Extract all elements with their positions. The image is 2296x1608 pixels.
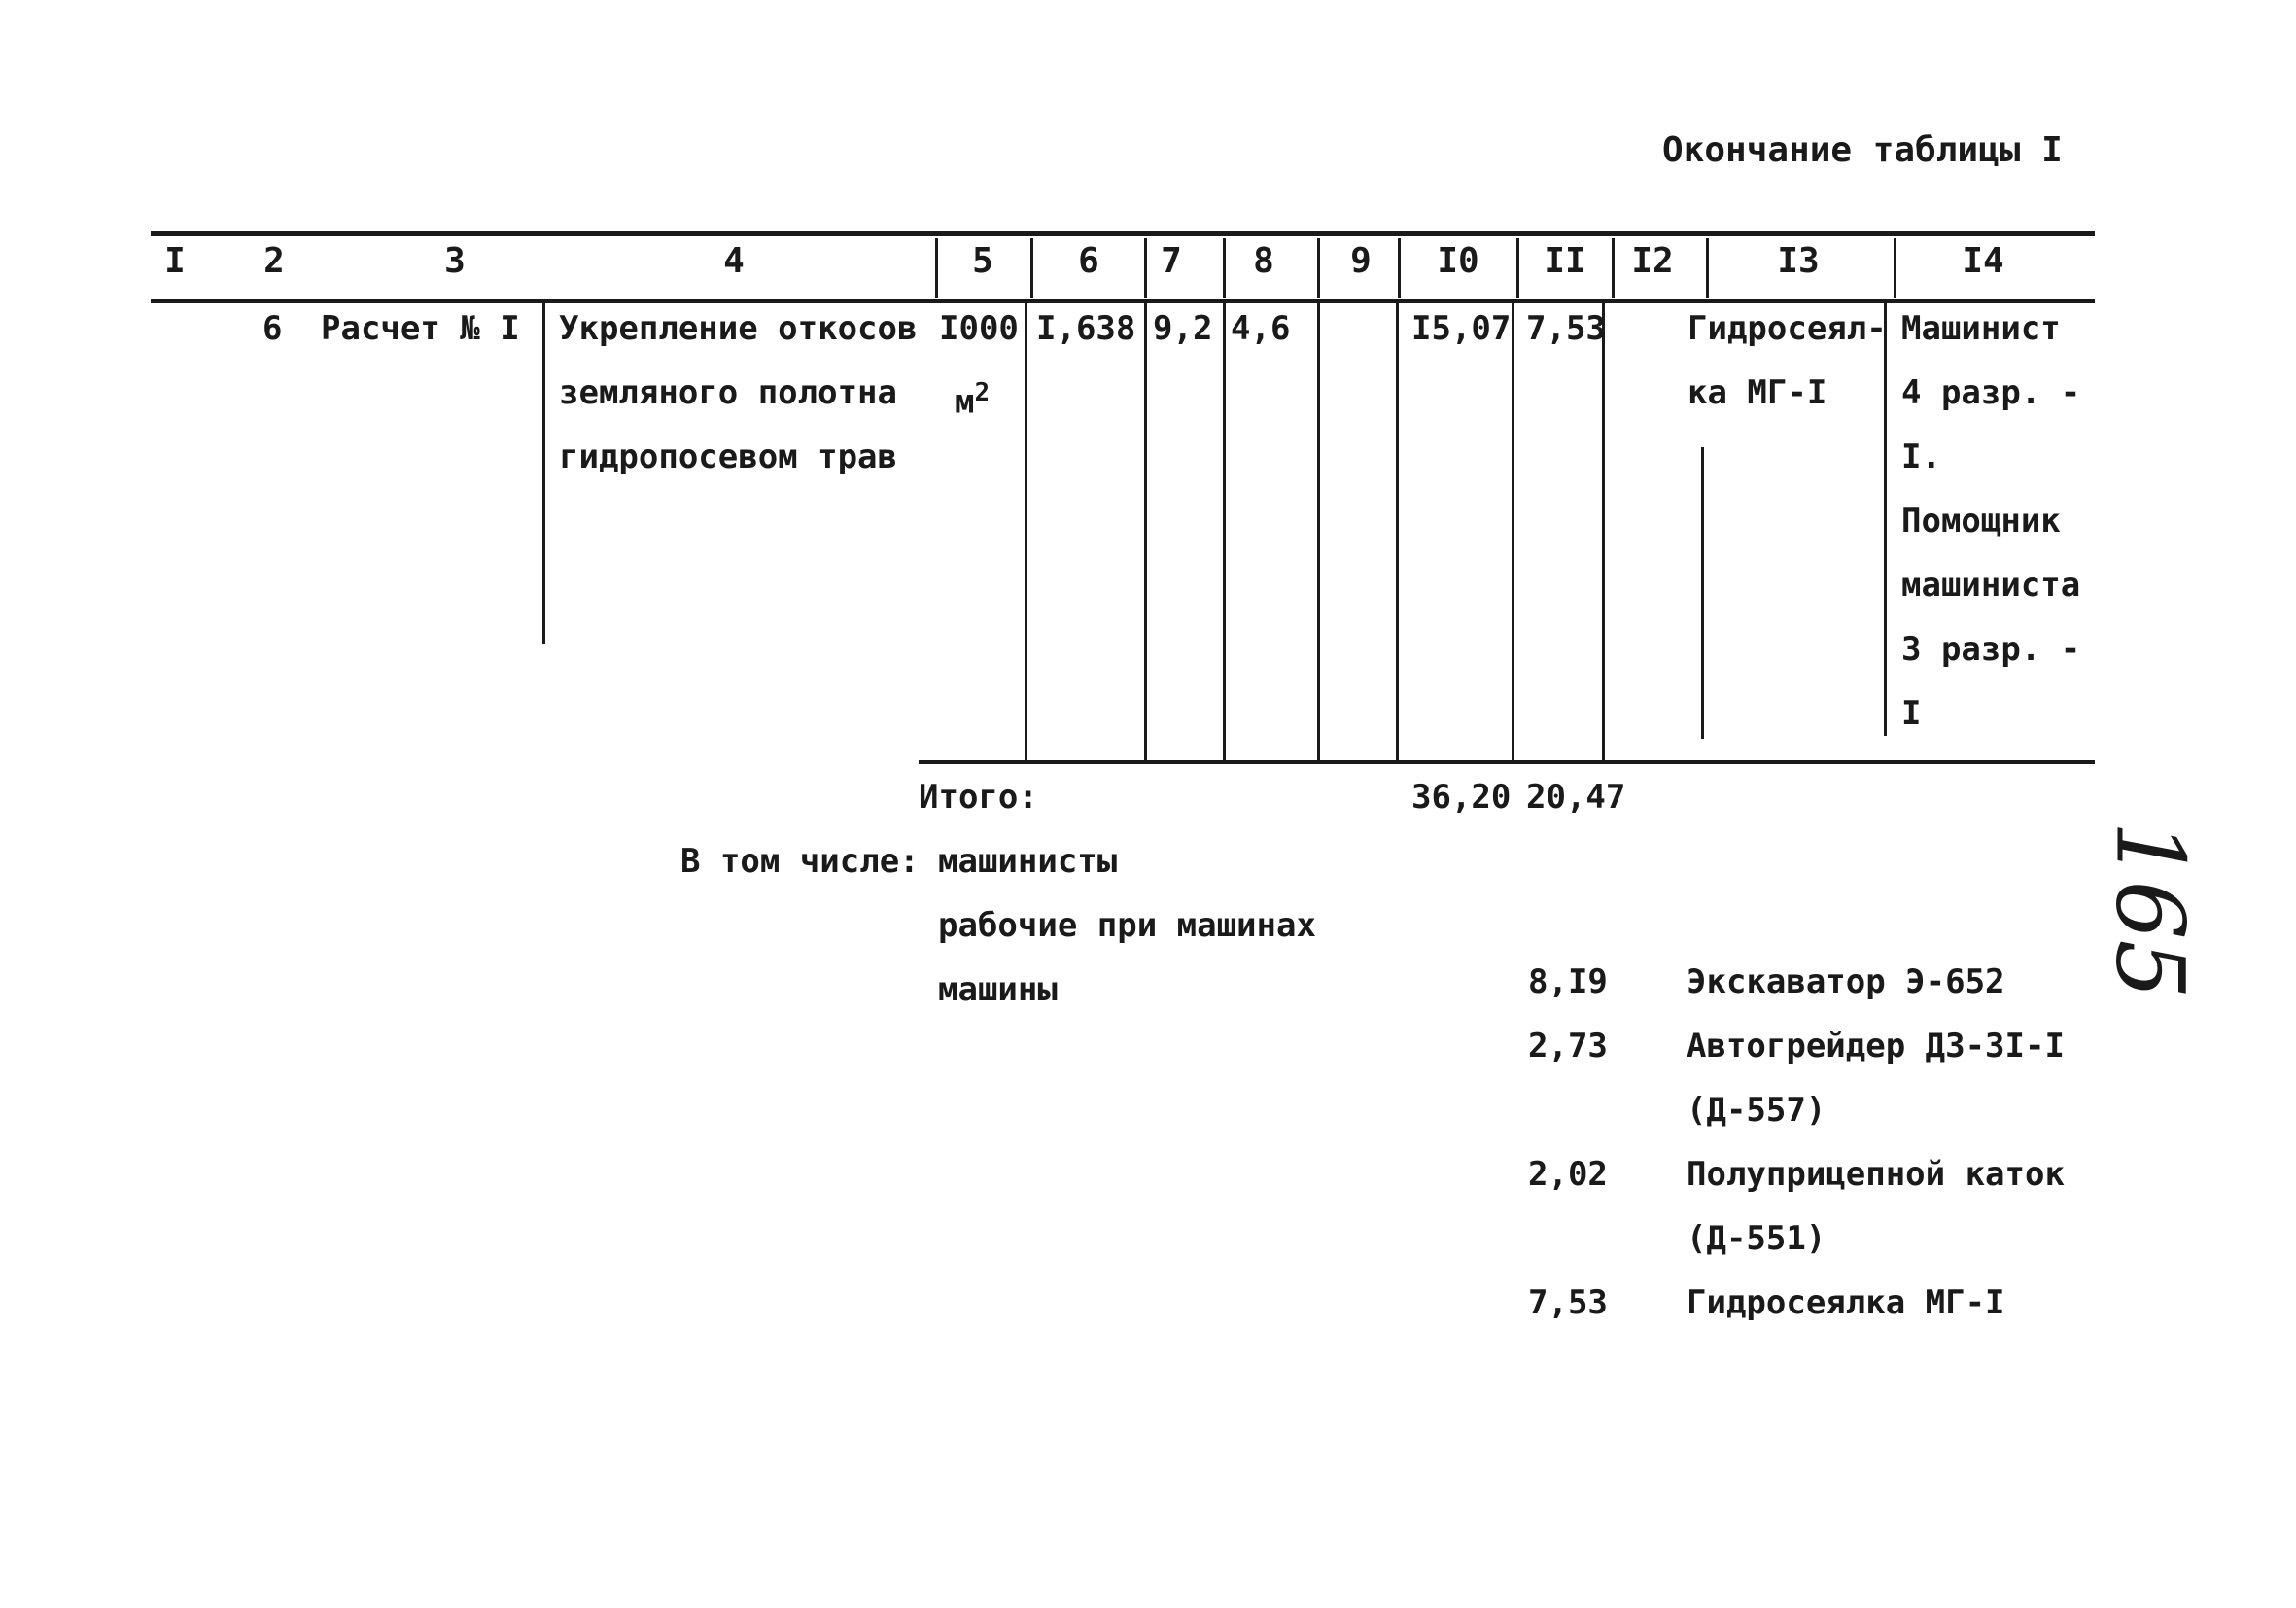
breakdown-item: рабочие при машинах bbox=[938, 906, 1316, 945]
page-number: 165 bbox=[2095, 821, 2205, 999]
col-divider bbox=[542, 303, 545, 644]
col6-value: I,638 bbox=[1036, 309, 1136, 348]
totals-col11: 20,47 bbox=[1526, 778, 1626, 817]
header-cell: I bbox=[164, 241, 186, 281]
header-cell: 9 bbox=[1350, 241, 1372, 281]
work-description-line: земляного полотна bbox=[559, 373, 897, 412]
machine-hours: 8,I9 bbox=[1528, 962, 1608, 1001]
machine-name: Гидросеялка МГ-I bbox=[1687, 1283, 2005, 1322]
col-divider bbox=[1602, 303, 1605, 760]
table-top-rule bbox=[151, 231, 2095, 236]
col-divider bbox=[1030, 238, 1033, 298]
machine-name: Полуприцепной каток bbox=[1687, 1155, 2065, 1194]
unit-base: м bbox=[955, 382, 975, 422]
table-title: Окончание таблицы I bbox=[1662, 130, 2063, 170]
col-divider bbox=[1516, 238, 1519, 298]
col-divider bbox=[1706, 238, 1709, 298]
row-bottom-rule bbox=[919, 760, 2095, 764]
col10-value: I5,07 bbox=[1411, 309, 1512, 348]
header-cell: 2 bbox=[263, 241, 285, 281]
header-cell: 5 bbox=[972, 241, 993, 281]
header-cell: 7 bbox=[1161, 241, 1182, 281]
crew-line: Машинист bbox=[1901, 309, 2061, 348]
work-description-line: Укрепление откосов bbox=[559, 309, 918, 348]
totals-col10: 36,20 bbox=[1411, 778, 1512, 817]
machine-name: (Д-551) bbox=[1687, 1219, 1826, 1258]
machine-hours: 7,53 bbox=[1528, 1283, 1608, 1322]
col-divider bbox=[1025, 303, 1027, 760]
col-divider bbox=[1144, 303, 1147, 760]
machine-name: Автогрейдер ДЗ-3I-I bbox=[1687, 1027, 2065, 1066]
machine-hours: 2,02 bbox=[1528, 1155, 1608, 1194]
header-cell: I3 bbox=[1777, 241, 1820, 281]
header-cell: II bbox=[1544, 241, 1586, 281]
col-divider bbox=[1223, 238, 1226, 298]
unit-exponent: 2 bbox=[974, 378, 991, 407]
col-divider bbox=[1317, 238, 1320, 298]
col11-value: 7,53 bbox=[1526, 309, 1606, 348]
crew-line: Помощник bbox=[1901, 502, 2061, 541]
col-divider bbox=[1396, 303, 1399, 760]
machine-hours: 2,73 bbox=[1528, 1027, 1608, 1066]
header-cell: 4 bbox=[723, 241, 745, 281]
machine-name: (Д-557) bbox=[1687, 1091, 1826, 1130]
machine-line: ка МГ-I bbox=[1687, 373, 1827, 412]
col8-value: 4,6 bbox=[1231, 309, 1291, 348]
breakdown-item: машинисты bbox=[938, 842, 1118, 881]
crew-line: 3 разр. - bbox=[1901, 630, 2081, 669]
row-number: 6 bbox=[262, 309, 283, 348]
header-cell: I4 bbox=[1962, 241, 2004, 281]
work-description-line: гидропосевом трав bbox=[559, 437, 897, 476]
header-cell: 6 bbox=[1078, 241, 1099, 281]
header-cell: 3 bbox=[444, 241, 466, 281]
quantity-value: I000 bbox=[939, 309, 1019, 348]
col-divider bbox=[1894, 238, 1896, 298]
col-divider bbox=[1701, 447, 1704, 739]
col-divider bbox=[1512, 303, 1514, 760]
crew-line: I bbox=[1901, 694, 1922, 733]
totals-label: Итого: bbox=[919, 778, 1038, 817]
crew-line: 4 разр. - bbox=[1901, 373, 2081, 412]
col7-value: 9,2 bbox=[1153, 309, 1213, 348]
crew-line: I. bbox=[1901, 437, 1941, 476]
header-cell: 8 bbox=[1253, 241, 1274, 281]
breakdown-label: В том числе: bbox=[680, 842, 920, 881]
col-divider bbox=[1398, 238, 1401, 298]
col-divider bbox=[1317, 303, 1320, 760]
header-cell: I0 bbox=[1437, 241, 1479, 281]
quantity-unit bbox=[955, 361, 990, 434]
crew-line: машиниста bbox=[1901, 566, 2081, 605]
header-cell: I2 bbox=[1631, 241, 1674, 281]
col-divider bbox=[1884, 303, 1887, 736]
machine-name: Экскаватор Э-652 bbox=[1687, 962, 2005, 1001]
col-divider bbox=[1223, 303, 1226, 760]
machine-line: Гидросеял- bbox=[1687, 309, 1887, 348]
col-divider bbox=[935, 238, 938, 298]
calc-reference: Расчет № I bbox=[321, 309, 520, 348]
breakdown-item: машины bbox=[938, 970, 1058, 1009]
